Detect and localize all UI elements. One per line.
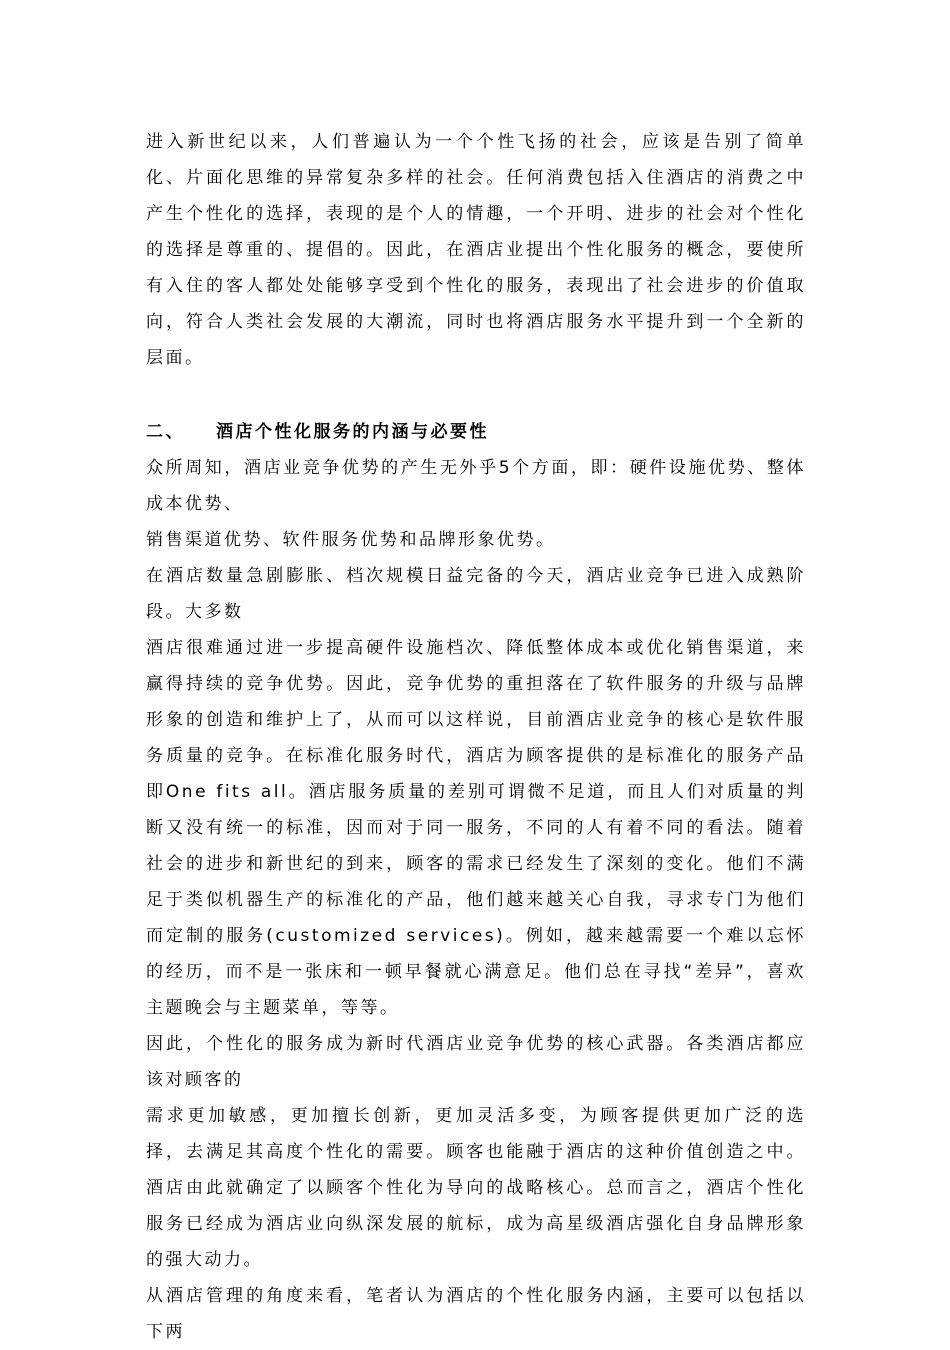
section-heading <box>146 414 806 450</box>
paragraph-6: 需求更加敏感，更加擅长创新，更加灵活多变，为顾客提供更加广泛的选择，去满足其高度个性化的需要。顾客也能融于酒店的这种价值创造之中。酒店由此就确定了以顾客个性化为导向的战略核心。总而言之，酒店个性化服务已经成为酒店业向纵深发展的航标，成为高星级酒店强化自身品牌形象的强大动力。 <box>146 1106 806 1270</box>
document-page <box>146 124 806 1350</box>
paragraph-7: 从酒店管理的角度来看，笔者认为酒店的个性化服务内涵，主要可以包括以下两 <box>146 1286 806 1342</box>
section-title: 酒店个性化服务的内涵与必要性 <box>216 422 489 442</box>
paragraph-3: 在酒店数量急剧膨胀、档次规模日益完备的今天，酒店业竞争已进入成熟阶段。大多数 <box>146 566 806 622</box>
section-number: 二、 <box>146 422 185 442</box>
paragraph-spacer <box>146 376 806 414</box>
paragraph-4: 酒店很难通过进一步提高硬件设施档次、降低整体成本或优化销售渠道，来赢得持续的竞争优势。因此，竞争优势的重担落在了软件服务的升级与品牌形象的创造和维护上了，从而可以这样说，目前酒店业竞争的核心是软件服务质量的竞争。在标准化服务时代，酒店为顾客提供的是标准化的服务产品即One fits all。酒店服务质量的差别可谓微不足道，而且人们对质量的判断又没有统一的标准，因而对于同一服务，不同的人有着不同的看法。随着社会的进步和新世纪的到来，顾客的需求已经发生了深刻的变化。他们不满足于类似机器生产的标准化的产品，他们越来越关心自我，寻求专门为他们而定制的服务(customized services)。例如，越来越需要一个难以忘怀的经历，而不是一张床和一顿早餐就心满意足。他们总在寻找“差异”，喜欢主题晚会与主题菜单，等等。 <box>146 638 806 1018</box>
paragraph-1: 众所周知，酒店业竞争优势的产生无外乎5个方面，即：硬件设施优势、整体成本优势、 <box>146 458 806 514</box>
paragraph-2: 销售渠道优势、软件服务优势和品牌形象优势。 <box>146 530 556 550</box>
intro-paragraph: 进入新世纪以来，人们普遍认为一个个性飞扬的社会，应该是告别了简单化、片面化思维的异常复杂多样的社会。任何消费包括入住酒店的消费之中产生个性化的选择，表现的是个人的情趣，一个开明、进步的社会对个性化的选择是尊重的、提倡的。因此，在酒店业提出个性化服务的概念，要使所有入住的客人都处处能够享受到个性化的服务，表现出了社会进步的价值取向，符合人类社会发展的大潮流，同时也将酒店服务水平提升到一个全新的层面。 <box>146 132 806 368</box>
paragraph-5: 因此，个性化的服务成为新时代酒店业竞争优势的核心武器。各类酒店都应该对顾客的 <box>146 1034 806 1090</box>
